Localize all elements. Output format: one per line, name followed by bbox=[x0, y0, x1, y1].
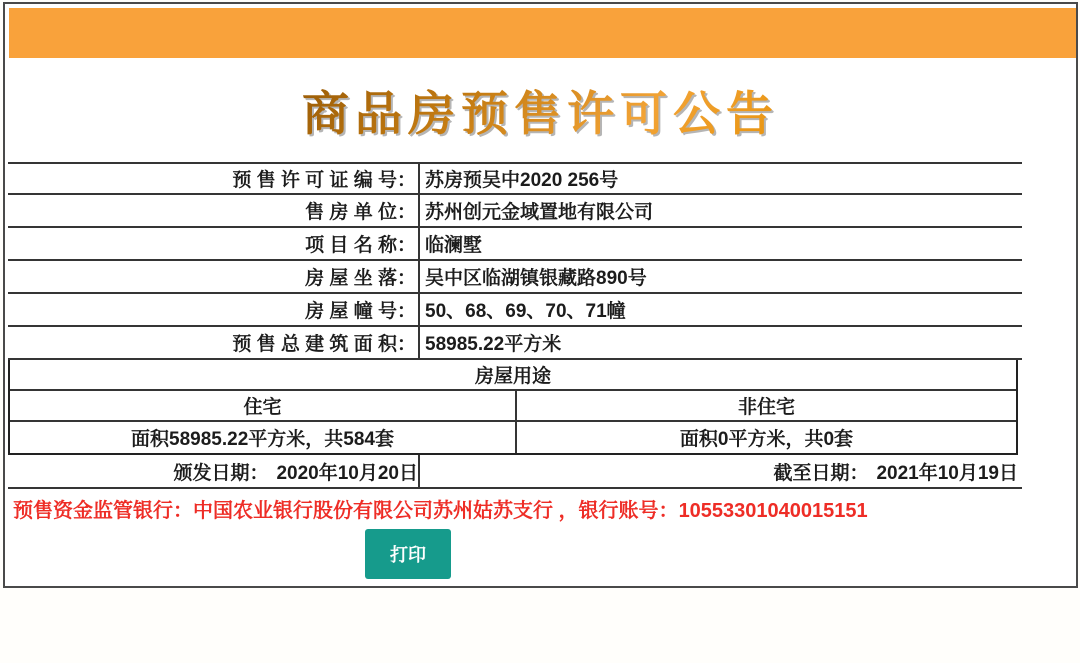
usage-non-residential-detail: 面积0平方米，共0套 bbox=[679, 429, 854, 450]
expiry-date-cell bbox=[420, 455, 1022, 487]
table-row-seller bbox=[8, 195, 1022, 228]
supervision-account-label: ，银行账号： bbox=[553, 500, 679, 522]
usage-section-header: 房屋用途 bbox=[10, 360, 1016, 391]
field-label-permit-number: 预 售 许 可 证 编 号： bbox=[8, 164, 420, 193]
supervision-label: 预售资金监管银行： bbox=[13, 500, 193, 522]
button-area bbox=[365, 529, 1076, 579]
usage-section bbox=[8, 360, 1018, 455]
issue-date-value: 2020年10月20日 bbox=[276, 462, 418, 484]
field-value-total-area: 58985.22平方米 bbox=[425, 334, 562, 355]
field-label-total-area: 预 售 总 建 筑 面 积： bbox=[8, 327, 420, 358]
table-row-building-numbers bbox=[8, 294, 1022, 327]
dates-row bbox=[8, 455, 1022, 489]
table-row-permit-number bbox=[8, 162, 1022, 195]
field-value-building-numbers: 50、68、69、70、71幢 bbox=[425, 301, 626, 322]
field-value-location: 吴中区临湖镇银藏路890号 bbox=[425, 268, 647, 289]
title-area bbox=[5, 58, 1076, 162]
field-label-seller: 售 房 单 位： bbox=[8, 195, 420, 226]
usage-non-residential-label: 非住宅 bbox=[737, 397, 795, 418]
table-row-total-area bbox=[8, 327, 1022, 360]
table-row-project-name bbox=[8, 228, 1022, 261]
issue-date-cell bbox=[8, 455, 420, 487]
field-label-location: 房 屋 坐 落： bbox=[8, 261, 420, 292]
print-button[interactable]: 打印 bbox=[365, 529, 451, 579]
expiry-date-value: 2021年10月19日 bbox=[876, 462, 1018, 484]
usage-category-row bbox=[10, 391, 1016, 422]
table-row-location bbox=[8, 261, 1022, 294]
field-label-project-name: 项 目 名 称： bbox=[8, 228, 420, 259]
usage-residential-detail: 面积58985.22平方米，共584套 bbox=[10, 422, 517, 453]
issue-date-label: 颁发日期： bbox=[173, 462, 269, 484]
announcement-page bbox=[3, 2, 1078, 588]
field-label-building-numbers: 房 屋 幢 号： bbox=[8, 294, 420, 325]
supervision-bank-line bbox=[13, 494, 1076, 523]
permit-info-table bbox=[8, 162, 1022, 489]
supervision-bank-name: 中国农业银行股份有限公司苏州姑苏支行 bbox=[193, 500, 553, 522]
expiry-date-label: 截至日期： bbox=[773, 462, 869, 484]
field-value-project-name: 临澜墅 bbox=[425, 235, 483, 256]
field-value-seller: 苏州创元金域置地有限公司 bbox=[425, 202, 654, 223]
field-value-permit-number: 苏房预吴中2020 256号 bbox=[425, 170, 619, 191]
orange-header-bar bbox=[9, 8, 1076, 58]
usage-detail-row bbox=[10, 422, 1016, 453]
supervision-account-number: 10553301040015151 bbox=[678, 500, 868, 522]
page-title: 商品房预售许可公告 bbox=[302, 77, 779, 144]
usage-residential-label: 住宅 bbox=[10, 391, 517, 420]
